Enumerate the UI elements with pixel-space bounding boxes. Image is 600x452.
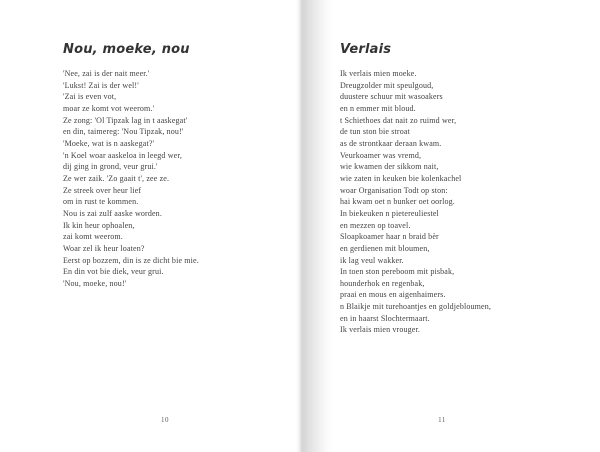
poem-line: ik lag veul wakker.: [340, 255, 404, 265]
poem-line: 'Nee, zai is der nait meer.': [63, 69, 150, 78]
poem-line: woar Organisation Todt op ston:: [340, 185, 448, 195]
poem-line: Ik kin heur ophoalen,: [63, 220, 135, 230]
poem-line: zai komt weerom.: [63, 232, 123, 242]
poem-line: hai kwam oet n bunker oet oorlog.: [340, 197, 455, 207]
poem-line: en n emmer mit bloud.: [340, 103, 416, 113]
poem-line: as de strontkaar deraan kwam.: [340, 138, 442, 148]
poem-line: In toen ston pereboom mit pisbak,: [340, 267, 455, 277]
poem-line: de tun ston bie stroat: [340, 127, 410, 137]
poem-line: dij ging in grond, veur grui.': [63, 162, 158, 172]
right-page: [307, 0, 577, 452]
right-poem-title: Verlais: [340, 42, 392, 57]
poem-line: Ik verlais mien moeke.: [340, 69, 417, 78]
poem-line: en din, taimereg: 'Nou Tipzak, nou!': [63, 127, 184, 137]
poem-line: 'Nou, moeke, nou!': [63, 278, 127, 288]
left-page-number: 10: [161, 416, 169, 424]
poem-line: Nou is zai zulf aaske worden.: [63, 208, 162, 218]
poem-line: 'n Koel woar aaskeloa in leegd wer,: [63, 150, 182, 160]
poem-line: Sloapkoamer haar n braid bèr: [340, 232, 439, 242]
poem-line: en in haarst Slochtermaart.: [340, 313, 430, 323]
left-page: [30, 0, 300, 452]
poem-line: t Schiethoes dat nait zo ruimd wer,: [340, 115, 457, 125]
poem-line: wie kwamen der sikkom nait,: [340, 162, 439, 172]
poem-line: Veurkoamer was vremd,: [340, 150, 422, 160]
poem-line: Ze wer zaik. 'Zo gaait t', zee ze.: [63, 173, 170, 183]
left-poem: [63, 68, 292, 289]
left-poem-title: Nou, moeke, nou: [63, 42, 190, 57]
poem-line: om in rust te kommen.: [63, 197, 139, 207]
poem-line: n Blaikje mit turehoantjes en goldjebloumen,: [340, 302, 492, 312]
poem-line: En din vot bie diek, veur grui.: [63, 267, 164, 277]
poem-line: 'Moeke, wat is n aaskegat?': [63, 138, 155, 148]
right-poem: [340, 68, 569, 336]
poem-line: duustere schuur mit wasoakers: [340, 92, 443, 102]
poem-line: Ze zong: 'Ol Tipzak lag in t aaskegat': [63, 115, 188, 125]
poem-line: In biekeuken n pietereuliestel: [340, 208, 439, 218]
poem-line: hounderhok en regenbak,: [340, 278, 425, 288]
poem-line: Ze streek over heur lief: [63, 185, 142, 195]
poem-line: Eerst op bozzem, din is ze dicht bie mie.: [63, 255, 199, 265]
poem-line: Woar zel ik heur loaten?: [63, 243, 145, 253]
poem-line: en mezzen op toavel.: [340, 220, 411, 230]
poem-line: 'Zai is even vot,: [63, 92, 117, 102]
right-page-number: 11: [438, 416, 446, 424]
poem-line: en gerdienen mit bloumen,: [340, 243, 430, 253]
poem-line: 'Lukst! Zai is der wel!': [63, 80, 139, 90]
poem-line: wie zaten in keuken bie kolenkachel: [340, 173, 462, 183]
poem-line: Dreugzolder mit speulgoud,: [340, 80, 434, 90]
poem-line: moar ze komt vot weerom.': [63, 103, 155, 113]
poem-line: praai en mous en aigenhaimers.: [340, 290, 446, 300]
poem-line: Ik verlais mien vrouger.: [340, 325, 421, 335]
